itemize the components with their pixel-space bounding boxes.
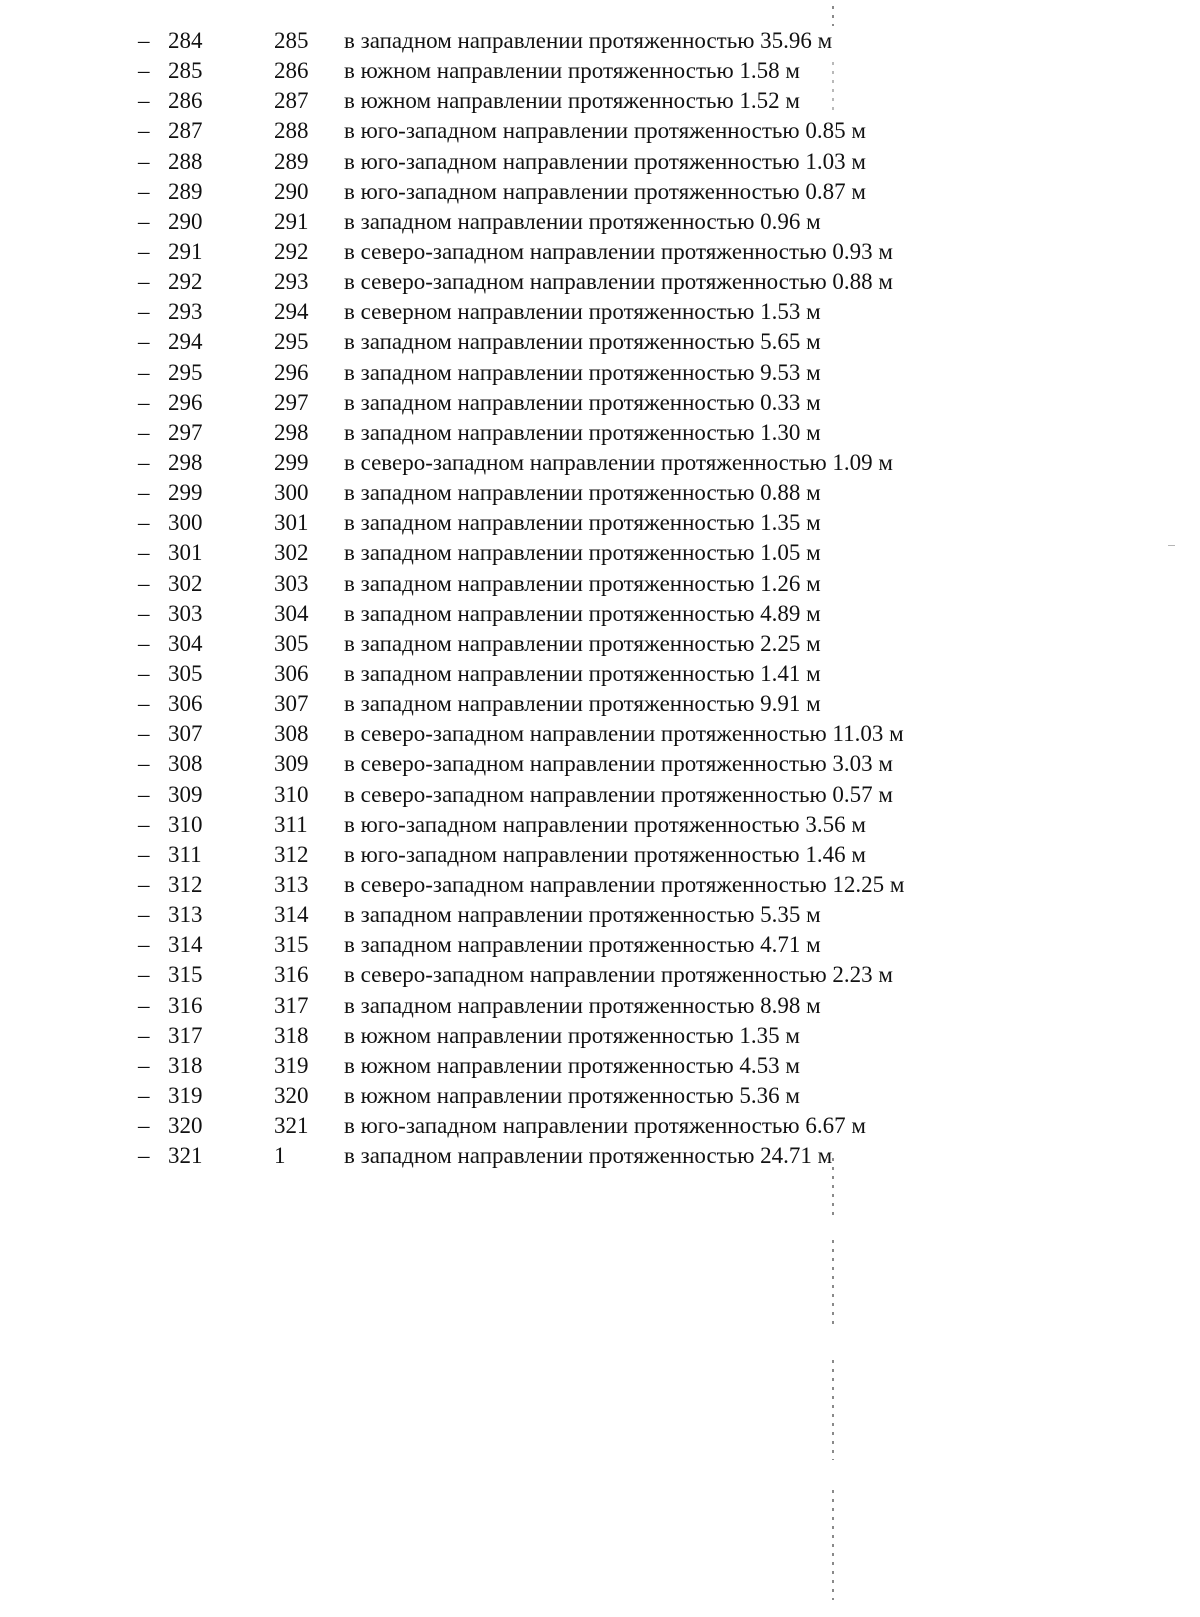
to-point-number: 307 xyxy=(274,691,309,717)
row-dash: – xyxy=(138,449,150,475)
segment-description: в южном направлении протяженностью 1.52 м xyxy=(344,88,800,114)
segment-description: в западном направлении протяженностью 35.96 м xyxy=(344,28,833,53)
segment-row xyxy=(0,900,1200,930)
from-point-number: 314 xyxy=(168,932,203,958)
segment-description: в западном направлении протяженностью 0.33 м xyxy=(344,389,821,415)
from-point-number: 313 xyxy=(168,902,203,928)
row-dash: – xyxy=(138,540,150,566)
to-point-number: 321 xyxy=(274,1113,309,1139)
to-point-number: 297 xyxy=(274,389,309,415)
from-point-number: 285 xyxy=(168,58,203,84)
row-dash: – xyxy=(138,389,150,415)
row-dash: – xyxy=(138,1143,150,1169)
segment-row xyxy=(0,508,1200,538)
to-point-number: 313 xyxy=(274,871,309,897)
segment-row xyxy=(0,749,1200,779)
to-point-number: 1 xyxy=(274,1143,286,1169)
row-dash: – xyxy=(138,178,150,204)
row-dash: – xyxy=(138,962,150,988)
segment-row xyxy=(0,297,1200,327)
to-point-number: 291 xyxy=(274,208,309,234)
from-point-number: 301 xyxy=(168,540,203,566)
segment-row xyxy=(0,1111,1200,1141)
to-point-number: 308 xyxy=(274,721,309,747)
segment-description: в северо-западном направлении протяженностью 0.57 м xyxy=(344,781,893,807)
segment-description: в западном направлении протяженностью 4.89 м xyxy=(344,600,821,626)
from-point-number: 315 xyxy=(168,962,203,988)
row-dash: – xyxy=(138,751,150,777)
segment-row xyxy=(0,1051,1200,1081)
segment-row xyxy=(0,659,1200,689)
segment-description: в юго-западном направлении протяженностью 1.03 м xyxy=(344,148,866,174)
from-point-number: 318 xyxy=(168,1052,203,1078)
row-dash: – xyxy=(138,510,150,536)
segment-row xyxy=(0,1021,1200,1051)
from-point-number: 297 xyxy=(168,419,203,445)
row-dash: – xyxy=(138,871,150,897)
segment-description: в северо-западном направлении протяженностью 12.25 м xyxy=(344,871,905,897)
segment-description: в западном направлении протяженностью 5.35 м xyxy=(344,902,821,928)
segment-row xyxy=(0,960,1200,990)
row-dash: – xyxy=(138,1113,150,1139)
segment-row xyxy=(0,267,1200,297)
to-point-number: 293 xyxy=(274,269,309,295)
segment-description: в западном направлении протяженностью 1.05 м xyxy=(344,540,821,566)
scan-edge-mark xyxy=(1168,545,1175,546)
segment-description: в западном направлении протяженностью 1.26 м xyxy=(344,570,821,596)
segment-description: в западном направлении протяженностью 1.30 м xyxy=(344,419,821,445)
row-dash: – xyxy=(138,269,150,295)
to-point-number: 309 xyxy=(274,751,309,777)
segment-row xyxy=(0,388,1200,418)
row-dash: – xyxy=(138,88,150,114)
from-point-number: 306 xyxy=(168,691,203,717)
to-point-number: 311 xyxy=(274,811,308,837)
from-point-number: 302 xyxy=(168,570,203,596)
from-point-number: 289 xyxy=(168,178,203,204)
to-point-number: 289 xyxy=(274,148,309,174)
to-point-number: 304 xyxy=(274,600,309,626)
segment-description: в южном направлении протяженностью 1.58 м xyxy=(344,58,800,84)
segment-row xyxy=(0,689,1200,719)
from-point-number: 304 xyxy=(168,630,203,656)
segment-row xyxy=(0,177,1200,207)
from-point-number: 319 xyxy=(168,1082,203,1108)
row-dash: – xyxy=(138,359,150,385)
scan-margin-line xyxy=(832,62,834,110)
row-dash: – xyxy=(138,329,150,355)
row-dash: – xyxy=(138,570,150,596)
segment-description: в западном направлении протяженностью 1.41 м xyxy=(344,660,821,686)
to-point-number: 318 xyxy=(274,1022,309,1048)
to-point-number: 296 xyxy=(274,359,309,385)
from-point-number: 303 xyxy=(168,600,203,626)
row-dash: – xyxy=(138,600,150,626)
to-point-number: 312 xyxy=(274,841,309,867)
to-point-number: 306 xyxy=(274,660,309,686)
segment-description: в южном направлении протяженностью 1.35 м xyxy=(344,1022,800,1048)
segment-row xyxy=(0,870,1200,900)
to-point-number: 298 xyxy=(274,419,309,445)
from-point-number: 312 xyxy=(168,871,203,897)
segment-row xyxy=(0,418,1200,448)
segment-description: в юго-западном направлении протяженностью 3.56 м xyxy=(344,811,866,837)
segment-row xyxy=(0,810,1200,840)
segment-description: в северном направлении протяженностью 1.53 м xyxy=(344,299,821,325)
segment-description: в западном направлении протяженностью 0.96 м xyxy=(344,208,821,234)
segment-row xyxy=(0,780,1200,810)
from-point-number: 292 xyxy=(168,269,203,295)
scan-margin-line xyxy=(832,1240,834,1330)
from-point-number: 291 xyxy=(168,238,203,264)
to-point-number: 319 xyxy=(274,1052,309,1078)
segment-description: в юго-западном направлении протяженностью 0.85 м xyxy=(344,118,866,144)
segment-description: в западном направлении протяженностью 8.98 м xyxy=(344,992,821,1018)
segment-row xyxy=(0,358,1200,388)
segment-row xyxy=(0,26,1200,56)
segment-description: в северо-западном направлении протяженностью 11.03 м xyxy=(344,721,904,747)
from-point-number: 298 xyxy=(168,449,203,475)
to-point-number: 290 xyxy=(274,178,309,204)
to-point-number: 314 xyxy=(274,902,309,928)
segment-row xyxy=(0,930,1200,960)
segment-row xyxy=(0,207,1200,237)
to-point-number: 300 xyxy=(274,480,309,506)
to-point-number: 320 xyxy=(274,1082,309,1108)
segment-row xyxy=(0,86,1200,116)
to-point-number: 315 xyxy=(274,932,309,958)
to-point-number: 295 xyxy=(274,329,309,355)
row-dash: – xyxy=(138,841,150,867)
row-dash: – xyxy=(138,118,150,144)
to-point-number: 302 xyxy=(274,540,309,566)
row-dash: – xyxy=(138,419,150,445)
row-dash: – xyxy=(138,480,150,506)
from-point-number: 284 xyxy=(168,28,203,53)
from-point-number: 290 xyxy=(168,208,203,234)
row-dash: – xyxy=(138,58,150,84)
scan-margin-line xyxy=(832,1360,834,1460)
row-dash: – xyxy=(138,1052,150,1078)
from-point-number: 288 xyxy=(168,148,203,174)
to-point-number: 299 xyxy=(274,449,309,475)
from-point-number: 293 xyxy=(168,299,203,325)
from-point-number: 321 xyxy=(168,1143,203,1169)
segment-row xyxy=(0,840,1200,870)
segment-row xyxy=(0,327,1200,357)
from-point-number: 307 xyxy=(168,721,203,747)
row-dash: – xyxy=(138,992,150,1018)
segment-description: в западном направлении протяженностью 4.71 м xyxy=(344,932,821,958)
to-point-number: 294 xyxy=(274,299,309,325)
to-point-number: 286 xyxy=(274,58,309,84)
from-point-number: 294 xyxy=(168,329,203,355)
to-point-number: 287 xyxy=(274,88,309,114)
from-point-number: 320 xyxy=(168,1113,203,1139)
from-point-number: 300 xyxy=(168,510,203,536)
from-point-number: 308 xyxy=(168,751,203,777)
row-dash: – xyxy=(138,781,150,807)
segment-description: в юго-западном направлении протяженностью 0.87 м xyxy=(344,178,866,204)
row-dash: – xyxy=(138,28,150,53)
segment-description: в северо-западном направлении протяженностью 2.23 м xyxy=(344,962,893,988)
row-dash: – xyxy=(138,630,150,656)
segment-row xyxy=(0,1141,1200,1171)
row-dash: – xyxy=(138,721,150,747)
row-dash: – xyxy=(138,238,150,264)
to-point-number: 303 xyxy=(274,570,309,596)
segment-description: в юго-западном направлении протяженностью 6.67 м xyxy=(344,1113,866,1139)
to-point-number: 285 xyxy=(274,28,309,53)
from-point-number: 317 xyxy=(168,1022,203,1048)
segment-row xyxy=(0,538,1200,568)
segment-row xyxy=(0,237,1200,267)
segment-description: в западном направлении протяженностью 2.25 м xyxy=(344,630,821,656)
boundary-segment-list xyxy=(0,26,1200,1171)
segment-row xyxy=(0,569,1200,599)
segment-row xyxy=(0,599,1200,629)
row-dash: – xyxy=(138,1022,150,1048)
row-dash: – xyxy=(138,208,150,234)
segment-description: в южном направлении протяженностью 4.53 м xyxy=(344,1052,800,1078)
row-dash: – xyxy=(138,660,150,686)
to-point-number: 310 xyxy=(274,781,309,807)
segment-row xyxy=(0,1081,1200,1111)
to-point-number: 292 xyxy=(274,238,309,264)
row-dash: – xyxy=(138,902,150,928)
segment-description: в западном направлении протяженностью 1.35 м xyxy=(344,510,821,536)
from-point-number: 311 xyxy=(168,841,202,867)
row-dash: – xyxy=(138,1082,150,1108)
segment-description: в южном направлении протяженностью 5.36 м xyxy=(344,1082,800,1108)
from-point-number: 299 xyxy=(168,480,203,506)
to-point-number: 316 xyxy=(274,962,309,988)
segment-description: в западном направлении протяженностью 0.88 м xyxy=(344,480,821,506)
segment-description: в северо-западном направлении протяженностью 0.93 м xyxy=(344,238,893,264)
scan-margin-line xyxy=(832,6,834,26)
from-point-number: 310 xyxy=(168,811,203,837)
segment-row xyxy=(0,147,1200,177)
row-dash: – xyxy=(138,148,150,174)
row-dash: – xyxy=(138,299,150,325)
to-point-number: 288 xyxy=(274,118,309,144)
scan-margin-line xyxy=(832,1490,834,1600)
segment-row xyxy=(0,448,1200,478)
segment-row xyxy=(0,478,1200,508)
segment-description: в западном направлении протяженностью 9.91 м xyxy=(344,691,821,717)
row-dash: – xyxy=(138,932,150,958)
segment-row xyxy=(0,116,1200,146)
from-point-number: 286 xyxy=(168,88,203,114)
segment-row xyxy=(0,56,1200,86)
segment-row xyxy=(0,991,1200,1021)
segment-description: в западном направлении протяженностью 9.53 м xyxy=(344,359,821,385)
row-dash: – xyxy=(138,811,150,837)
segment-description: в западном направлении протяженностью 24.71 м xyxy=(344,1143,833,1169)
to-point-number: 305 xyxy=(274,630,309,656)
segment-description: в западном направлении протяженностью 5.65 м xyxy=(344,329,821,355)
to-point-number: 317 xyxy=(274,992,309,1018)
segment-description: в юго-западном направлении протяженностью 1.46 м xyxy=(344,841,866,867)
from-point-number: 295 xyxy=(168,359,203,385)
segment-description: в северо-западном направлении протяженностью 0.88 м xyxy=(344,269,893,295)
row-dash: – xyxy=(138,691,150,717)
segment-description: в северо-западном направлении протяженностью 3.03 м xyxy=(344,751,893,777)
segment-description: в северо-западном направлении протяженностью 1.09 м xyxy=(344,449,893,475)
scan-margin-line xyxy=(832,1158,834,1218)
to-point-number: 301 xyxy=(274,510,309,536)
from-point-number: 287 xyxy=(168,118,203,144)
segment-row xyxy=(0,629,1200,659)
from-point-number: 316 xyxy=(168,992,203,1018)
from-point-number: 296 xyxy=(168,389,203,415)
from-point-number: 309 xyxy=(168,781,203,807)
segment-row xyxy=(0,719,1200,749)
from-point-number: 305 xyxy=(168,660,203,686)
